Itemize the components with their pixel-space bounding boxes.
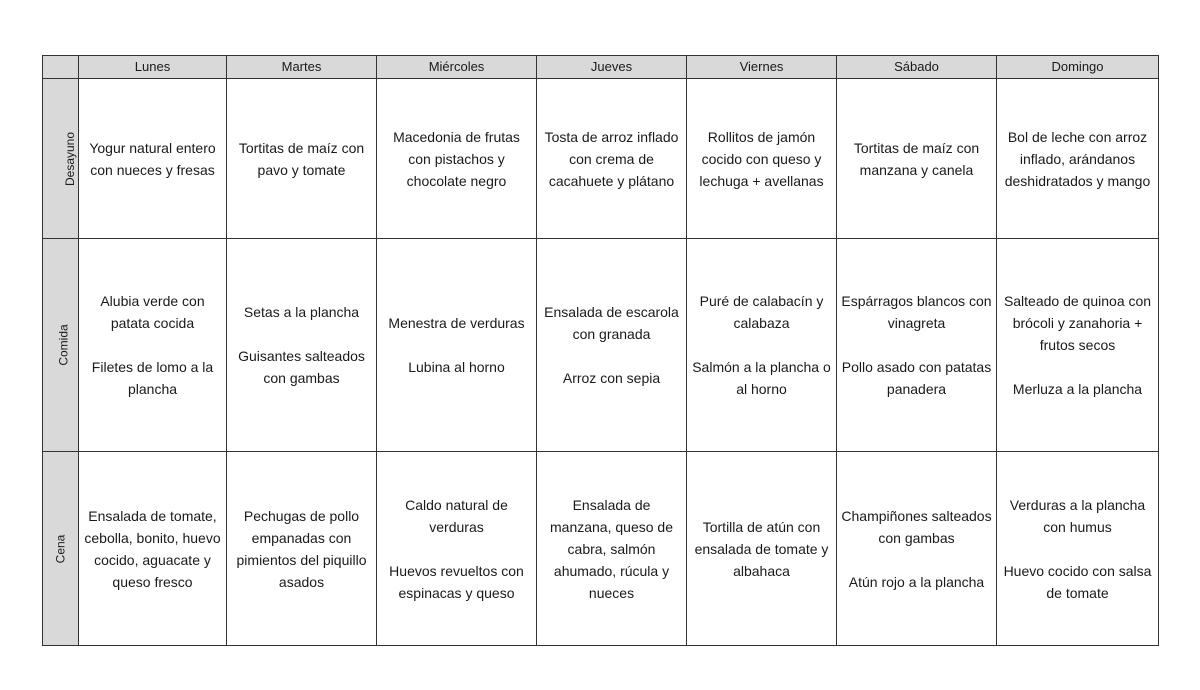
day-header-miercoles: Miércoles	[377, 56, 537, 79]
menu-cell	[227, 452, 377, 646]
menu-cell	[377, 79, 537, 239]
dish: Verduras a la plancha con humus	[1009, 496, 1146, 535]
day-header-domingo: Domingo	[997, 56, 1159, 79]
dish: Tortitas de maíz con manzana y canela	[853, 139, 980, 178]
dish: Caldo natural de verduras	[405, 496, 508, 535]
dish: Ensalada de manzana, queso de cabra, salmón ahumado, rúcula y nueces	[550, 496, 673, 601]
meal-label: Cena	[53, 534, 68, 563]
dish: Salmón a la plancha o al horno	[692, 359, 831, 397]
dish: Huevos revueltos con espinacas y queso	[389, 562, 524, 601]
meal-row-comida	[43, 239, 1159, 452]
dish: Huevo cocido con salsa de tomate	[1003, 562, 1152, 601]
menu-cell	[837, 239, 997, 452]
menu-cell	[377, 239, 537, 452]
menu-cell	[377, 452, 537, 646]
menu-cell	[687, 452, 837, 646]
dish: Menestra de verduras	[388, 315, 525, 331]
meal-label-cell	[43, 452, 79, 646]
dish: Atún rojo a la plancha	[848, 573, 985, 590]
menu-cell	[79, 452, 227, 646]
day-header-row	[43, 56, 1159, 79]
dish: Filetes de lomo a la plancha	[91, 359, 214, 397]
dish: Yogur natural entero con nueces y fresas	[89, 139, 216, 178]
menu-cell	[837, 79, 997, 239]
dish: Alubia verde con patata cocida	[100, 293, 205, 331]
meal-label-cell	[43, 79, 79, 239]
menu-cell	[997, 452, 1159, 646]
dish: Puré de calabacín y calabaza	[699, 293, 824, 331]
dish: Lubina al horno	[408, 359, 505, 375]
menu-cell	[997, 239, 1159, 452]
dish: Tosta de arroz inflado con crema de cacahuete y plátano	[544, 128, 679, 189]
menu-cell	[837, 452, 997, 646]
dish: Merluza a la plancha	[1012, 381, 1143, 397]
dish: Setas a la plancha	[243, 304, 360, 320]
menu-cell	[79, 79, 227, 239]
dish: Ensalada de tomate, cebolla, bonito, huevo cocido, aguacate y queso fresco	[84, 507, 221, 590]
dish: Ensalada de escarola con granada	[544, 304, 679, 342]
dish: Guisantes salteados con gambas	[238, 348, 365, 386]
menu-cell	[997, 79, 1159, 239]
day-header-sabado: Sábado	[837, 56, 997, 79]
dish: Pollo asado con patatas panadera	[841, 359, 992, 397]
menu-cell	[687, 79, 837, 239]
dish: Tortitas de maíz con pavo y tomate	[238, 139, 365, 178]
menu-cell	[227, 239, 377, 452]
dish: Pechugas de pollo empanadas con pimientos del piquillo asados	[236, 507, 367, 590]
meal-row-desayuno	[43, 79, 1159, 239]
menu-cell	[687, 239, 837, 452]
menu-cell	[537, 79, 687, 239]
menu-cell	[537, 239, 687, 452]
dish: Bol de leche con arroz inflado, arándanos deshidratados y mango	[1004, 128, 1151, 189]
corner-cell	[43, 56, 79, 79]
weekly-menu-table	[42, 55, 1159, 646]
dish: Macedonia de frutas con pistachos y chocolate negro	[393, 128, 520, 189]
menu-cell	[537, 452, 687, 646]
dish: Espárragos blancos con vinagreta	[841, 293, 992, 331]
meal-label: Comida	[56, 324, 71, 366]
menu-cell	[79, 239, 227, 452]
dish: Rollitos de jamón cocido con queso y lechuga + avellanas	[699, 128, 824, 189]
meal-row-cena	[43, 452, 1159, 646]
dish: Salteado de quinoa con brócoli y zanahoria + frutos secos	[1003, 293, 1152, 353]
day-header-martes: Martes	[227, 56, 377, 79]
dish: Tortilla de atún con ensalada de tomate y albahaca	[694, 518, 829, 579]
dish: Arroz con sepia	[562, 370, 661, 386]
day-header-jueves: Jueves	[537, 56, 687, 79]
meal-label: Desayuno	[63, 131, 78, 186]
dish: Champiñones salteados con gambas	[841, 507, 992, 546]
day-header-viernes: Viernes	[687, 56, 837, 79]
day-header-lunes: Lunes	[79, 56, 227, 79]
menu-cell	[227, 79, 377, 239]
meal-label-cell	[43, 239, 79, 452]
